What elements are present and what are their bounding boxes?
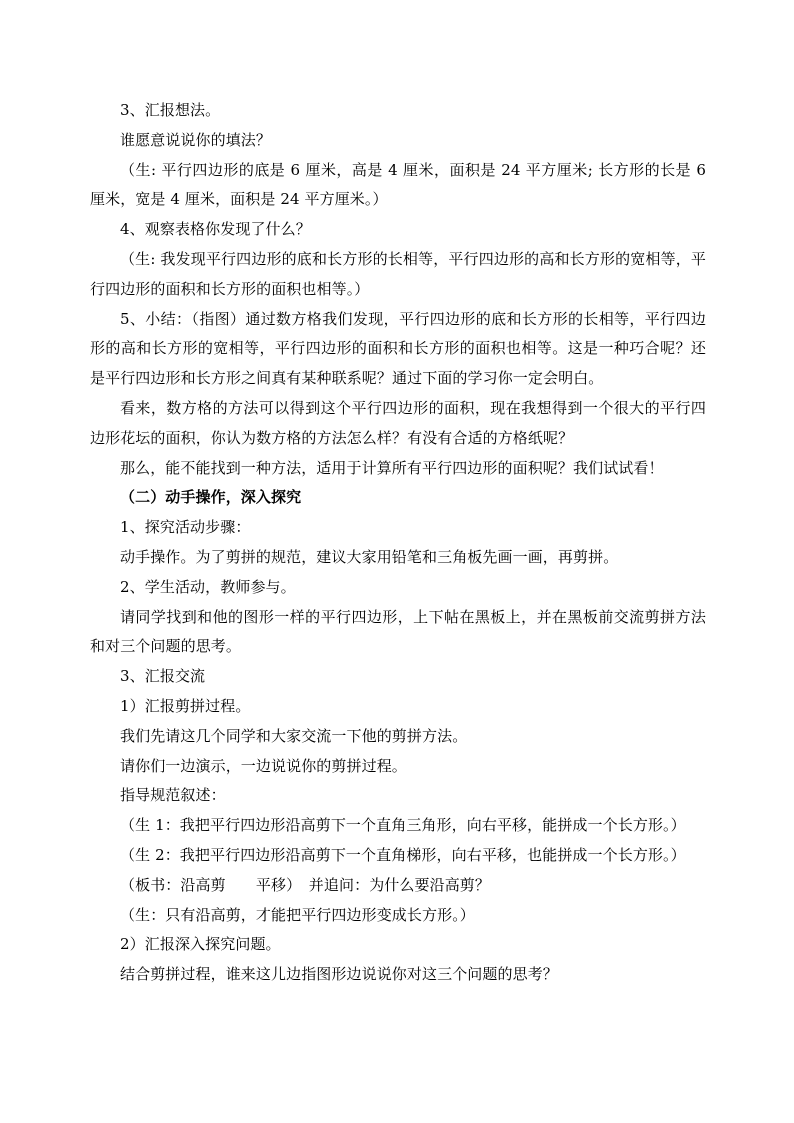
paragraph-hands-on: 动手操作。为了剪拼的规范，建议大家用铅笔和三角板先画一画，再剪拼。	[120, 547, 619, 566]
paragraph-student-1: （生 1：我把平行四边形沿高剪下一个直角三角形，向右平移，能拼成一个长方形。）	[120, 816, 686, 835]
section-heading-hands-on: （二）动手操作，深入探究	[120, 488, 302, 507]
paragraph-report-deep-question: 2）汇报深入探究问题。	[120, 935, 281, 954]
paragraph-demonstrate: 请你们一边演示，一边说说你的剪拼过程。	[120, 756, 407, 775]
paragraph-guide-narration: 指导规范叙述：	[120, 786, 226, 805]
paragraph-summary: 5、小结：（指图）通过数方格我们发现，平行四边形的底和长方形的长相等，平行四边形的高和长方形的宽相等，平行四边形的面积和长方形的面积也相等。这是一种巧合呢？还是平行四边形和长方形之间真有某种联系呢？通过下面的学习你一定会明白。	[90, 309, 706, 388]
paragraph-observe-table: 4、观察表格你发现了什么？	[120, 220, 311, 239]
paragraph-activity-steps: 1、探究活动步骤：	[120, 518, 251, 537]
paragraph-student-answer-1: （生: 平行四边形的底是 6 厘米，高是 4 厘米，面积是 24 平方厘米; 长方形的长是 6 厘米，宽是 4 厘米，面积是 24 平方厘米。）	[90, 160, 706, 209]
document-body	[90, 96, 706, 990]
paragraph-find-method: 那么，能不能找到一种方法，适用于计算所有平行四边形的面积呢？我们试试看！	[120, 458, 664, 477]
paragraph-student-activity: 2、学生活动，教师参与。	[120, 577, 296, 596]
paragraph-student-answer-3: （生：只有沿高剪，才能把平行四边形变成长方形。）	[120, 905, 475, 924]
paragraph-combine-cutting: 结合剪拼过程，谁来这儿边指图形边说说你对这三个问题的思考？	[120, 965, 558, 984]
paragraph-question-fill: 谁愿意说说你的填法？	[120, 130, 272, 149]
paragraph-board-note: （板书：沿高剪 平移） 并追问：为什么要沿高剪？	[120, 875, 491, 894]
paragraph-blackboard: 请同学找到和他的图形一样的平行四边形，上下帖在黑板上，并在黑板前交流剪拼方法和对三个问题的思考。	[90, 607, 706, 656]
paragraph-report-cut-process: 1）汇报剪拼过程。	[120, 696, 251, 715]
paragraph-count-grid: 看来，数方格的方法可以得到这个平行四边形的面积，现在我想得到一个很大的平行四边形花坛的面积，你认为数方格的方法怎么样？有没有合适的方格纸呢？	[90, 398, 706, 447]
paragraph-student-answer-2: （生: 我发现平行四边形的底和长方形的长相等，平行四边形的高和长方形的宽相等，平行四边形的面积和长方形的面积也相等。）	[90, 249, 706, 298]
paragraph-report-ideas: 3、汇报想法。	[120, 101, 221, 119]
paragraph-report-exchange: 3、汇报交流	[120, 667, 206, 686]
paragraph-students-share: 我们先请这几个同学和大家交流一下他的剪拼方法。	[120, 726, 468, 745]
paragraph-student-2: （生 2：我把平行四边形沿高剪下一个直角梯形，向右平移，也能拼成一个长方形。）	[120, 845, 686, 864]
